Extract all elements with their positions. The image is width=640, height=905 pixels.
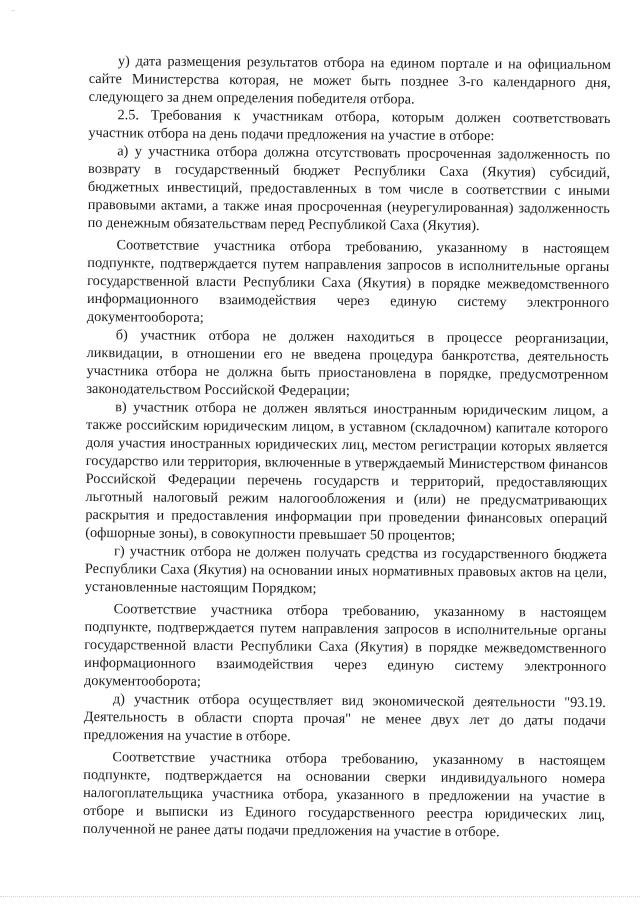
- paragraph-g-no-other-funding: г) участник отбора не должен получать средства из государственного бюджета Республики Саха (Якутия) на основании иных нормативных правовых актов на цели, установленные настоящим Порядком;: [84, 543, 608, 597]
- paragraph-a-no-overdue-debt: а) у участника отбора должна отсутствовать просроченная задолженность по возврату в государственный бюджет Республики Саха (Якутия) субсидий, бюджетных инвестиций, предоставленных в том числе в соответствии с иными правовыми актами, а также иная просроченная (неурегулированная) задолженность по денежным обязательствам перед Республикой Саха (Якутия).: [87, 143, 611, 235]
- paragraph-d-compliance: Соответствие участника отбора требованию, указанному в настоящем подпункте, подтверждается на основании сверки индивидуального номера налогоплательщика участника отбора, указанного в предложении на участие в отборе и выписки из Единого государственного реестра юридических лиц, полученной не ранее даты подачи предложения на участие в отборе.: [82, 749, 606, 841]
- paragraph-v-not-foreign-entity: в) участник отбора не должен являться иностранным юридическим лицом, а также российским юридическим лицом, в уставном (складочном) капитале которого доля участия иностранных юридических лиц, местом регистрации которых является государство или территория, включенные в утверждаемый Министерством финансов Российской Федерации перечень государств и территорий, предоставляющих льготный налоговый режим налогообложения и (или) не предусматривающих раскрытия и предоставления информации при проведении финансовых операций (офшорные зоны), в совокупности превышает 50 процентов;: [85, 399, 609, 544]
- paragraph-a-compliance: Соответствие участника отбора требованию, указанному в настоящем подпункте, подтверждается путем направления запросов в исполнительные органы государственной власти Республики Саха (Якутия) в порядке межведомственного информационного взаимодействия через единую систему электронного документооборота;: [86, 237, 610, 326]
- scan-corner-mark: –: [11, 6, 15, 15]
- paragraph-d-activity-code: д) участник отбора осуществляет вид экономической деятельности "93.19. Деятельность в области спорта прочая" не менее двух лет до даты подачи предложения на участие в отборе.: [83, 691, 606, 745]
- paragraph-g-compliance: Соответствие участника отбора требованию, указанному в настоящем подпункте, подтверждается путем направления запросов в исполнительные органы государственной власти Республики Саха (Якутия) в порядке межведомственного информационного взаимодействия через единую систему электронного документооборота;: [83, 601, 607, 690]
- paragraph-2-5-requirements: 2.5. Требования к участникам отбора, которым должен соответствовать участник отбора на день подачи предложения на участие в отборе:: [88, 107, 611, 145]
- scan-edge-line: [0, 896, 640, 897]
- document-page: [83, 52, 611, 842]
- paragraph-b-no-reorganization: б) участник отбора не должен находиться в процессе реорганизации, ликвидации, в отношении его не введена процедура банкротства, деятельность участника отбора не должна быть приостановлена в порядке, предусмотренном законодательством Российской Федерации;: [86, 327, 609, 400]
- paragraph-u-publication-date: у) дата размещения результатов отбора на едином портале и на официальном сайте Министерства которая, не может быть позднее 3-го календарного дня, следующего за днем определения победителя отбора.: [88, 53, 611, 108]
